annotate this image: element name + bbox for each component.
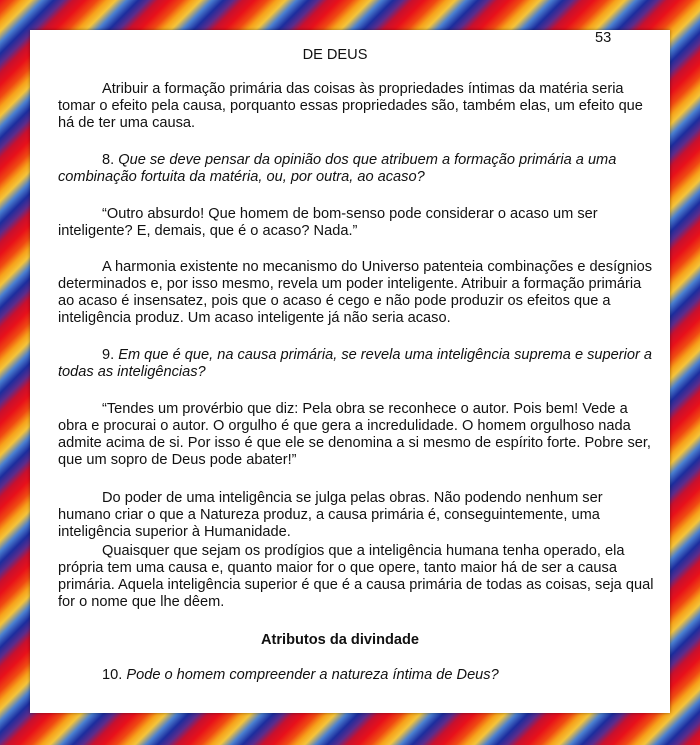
answer-text: “Outro absurdo! Que homem de bom-senso pode considerar o acaso um ser inteligente? E, demais, que é o acaso? Nada.” bbox=[58, 206, 598, 239]
commentary-text: A harmonia existente no mecanismo do Universo patenteia combinações e desígnios determinados e, por isso mesmo, revela um poder inteligente. Atribuir a formação primária ao acaso é insensatez, pois que o acaso é cego e não pode produzir os efeitos que a inteligência produz. Um acaso inteligente já não seria acaso. bbox=[58, 259, 653, 326]
commentary-text: Quaisquer que sejam os prodígios que a inteligência humana tenha operado, ela própria tem uma causa e, quanto maior for o que opere, tanto maior há de ser a causa primária. Aquela inteligência superior é que é a causa primária de todas as coisas, seja qual for o nome que lhe dêem. bbox=[58, 543, 654, 610]
question-number: 8. bbox=[102, 152, 115, 168]
commentary-8 bbox=[58, 259, 658, 327]
question-number: 9. bbox=[102, 347, 115, 363]
question-9 bbox=[58, 347, 658, 381]
question-text: Em que é que, na causa primária, se revela uma inteligência suprema e superior a todas as inteligências? bbox=[58, 347, 653, 380]
question-number: 10. bbox=[102, 667, 123, 683]
commentary-9b bbox=[58, 543, 658, 611]
page-number: 53 bbox=[595, 30, 612, 46]
question-text: Pode o homem compreender a natureza íntima de Deus? bbox=[126, 667, 499, 683]
answer-text: “Tendes um provérbio que diz: Pela obra se reconhece o autor. Pois bem! Vede a obra e procurai o autor. O orgulho é que gera a incredulidade. O homem orgulhoso nada admite acima de si. Por isso é que ele se denomina a si mesmo de espírito forte. Pobre ser, que um sopro de Deus pode abater!” bbox=[58, 401, 651, 468]
running-head: DE DEUS bbox=[302, 47, 368, 63]
section-title: Atributos da divindade bbox=[260, 632, 420, 648]
answer-8 bbox=[58, 206, 658, 240]
question-8 bbox=[58, 152, 658, 186]
question-text: Que se deve pensar da opinião dos que atribuem a formação primária a uma combinação fortuita da matéria, ou, por outra, ao acaso? bbox=[58, 152, 617, 185]
paragraph bbox=[58, 81, 658, 132]
book-page bbox=[30, 30, 670, 713]
paragraph-text: Atribuir a formação primária das coisas às propriedades íntimas da matéria seria tomar o efeito pela causa, porquanto essas propriedades são, também elas, um efeito que há de ter uma causa. bbox=[58, 81, 643, 131]
question-10 bbox=[58, 667, 658, 684]
commentary-text: Do poder de uma inteligência se julga pelas obras. Não podendo nenhum ser humano criar o que a Natureza produz, a causa primária é, conseguintemente, uma inteligência superior à Humanidade. bbox=[58, 490, 603, 540]
commentary-9a bbox=[58, 490, 658, 541]
answer-9 bbox=[58, 401, 658, 469]
